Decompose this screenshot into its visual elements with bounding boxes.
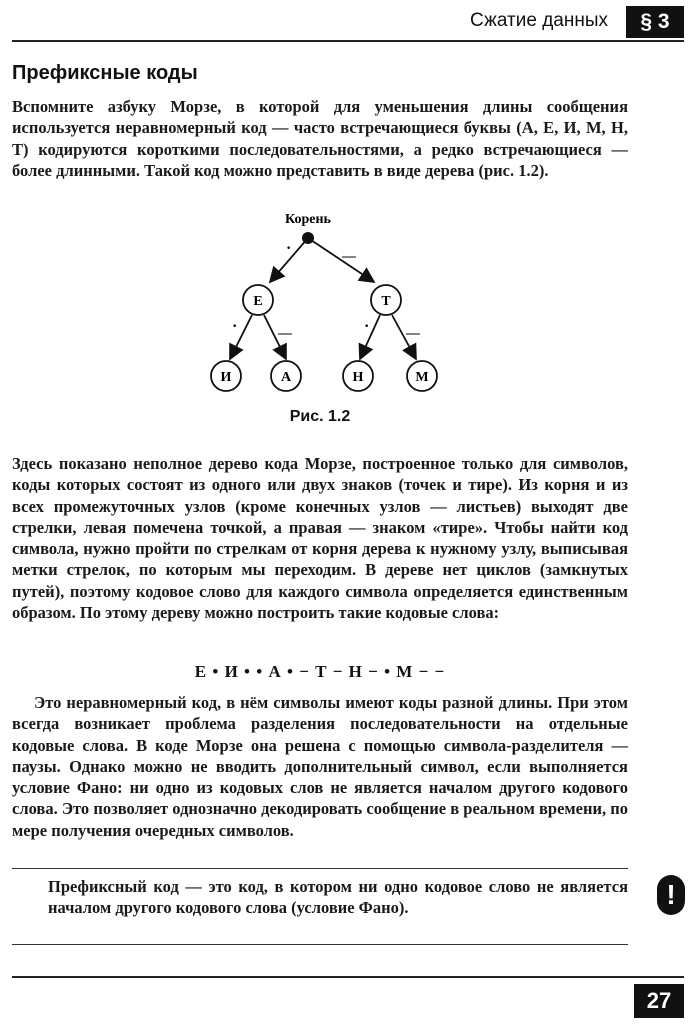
definition-box xyxy=(48,876,628,919)
definition-text: — это код, в котором ни одно кодовое слово не является началом другого кодового слова (условие Фано). xyxy=(48,877,628,918)
edge-label-dot-e: · xyxy=(232,318,238,335)
explanation-paragraph: Здесь показано неполное дерево кода Морзе, построенное только для символов, коды которых состоят из одного или двух знаков (точек и тире). Из корня и из всех промежуточных узлов (кроме конечных узлов — листьев) выходят две стрелки, левая помечена точкой, а правая — знаком «тире». Чтобы найти код символа, нужно пройти по стрелкам от корня дерева к нужному узлу, выписывая метки стрелок, по которым мы переходим. В дереве нет циклов (замкнутых путей), поэтому кодовое слово для каждого символа определяется единственным образом. По этому дереву можно построить такие кодовые слова: xyxy=(12,454,628,623)
exclamation-icon: ! xyxy=(657,875,685,915)
edge-label-dash: — xyxy=(342,249,356,264)
edge-label-dash-e: — xyxy=(278,326,292,341)
node-n-label: Н xyxy=(352,370,364,385)
edge-label-dash-t: — xyxy=(406,326,420,341)
node-t-label: Т xyxy=(381,294,391,309)
node-a-label: А xyxy=(280,370,292,385)
intro-text-start: Вспомните азбуку Морзе, в которой для уменьшения длины сообщения используется неравномерный код — часто встречающиеся буквы (А, Е, И, М, Н, Т) кодируются короткими последовательностями, а редко встречающиеся — более длинными. Такой код можно представить в виде xyxy=(12,97,628,180)
morse-tree-figure xyxy=(190,205,450,400)
section-heading: Префиксные коды xyxy=(12,62,198,84)
node-i-label: И xyxy=(220,370,232,385)
footer-divider xyxy=(12,976,684,978)
root-label: Корень xyxy=(285,212,331,227)
intro-paragraph xyxy=(12,96,628,181)
edge-t-n xyxy=(360,315,380,359)
intro-text-end: (рис. 1.2). xyxy=(474,160,549,180)
fano-text-start: Это неравномерный код, в нём символы имеют коды разной длины. При этом всегда возникает проблема разделения последовательности на отдельные кодовые слова. В коде Морзе она решена с помощью символа-разделителя — паузы. Однако можно не вводить дополнительный символ, если выполняется xyxy=(12,693,628,776)
page-header xyxy=(0,0,698,46)
edge-root-t xyxy=(308,238,374,282)
term-fano: условие Фано xyxy=(12,778,118,798)
header-divider xyxy=(12,40,684,42)
term-tree: дерева xyxy=(425,160,475,180)
definition-term: Префиксный код xyxy=(48,877,179,896)
figure-caption: Рис. 1.2 xyxy=(289,408,351,425)
page-number: 27 xyxy=(634,984,684,1018)
node-m-label: М xyxy=(415,370,429,385)
definition-top-rule xyxy=(12,868,628,869)
running-title: Сжатие данных xyxy=(470,10,608,31)
edge-label-dot-t: · xyxy=(364,318,370,335)
fano-text-end: : ни одно из кодовых слов не является началом другого кодового слова. Это позволяет однозначно декодировать сообщение в реальном времени, по мере получения очередных символов. xyxy=(12,778,628,840)
definition-bottom-rule xyxy=(12,944,628,945)
edge-label-dot: · xyxy=(286,240,292,257)
code-words-line: Е • И • • А • − Т − Н − • М − − xyxy=(194,662,446,681)
node-e-label: Е xyxy=(253,294,263,309)
section-badge: § 3 xyxy=(626,6,684,38)
fano-paragraph xyxy=(12,692,628,841)
